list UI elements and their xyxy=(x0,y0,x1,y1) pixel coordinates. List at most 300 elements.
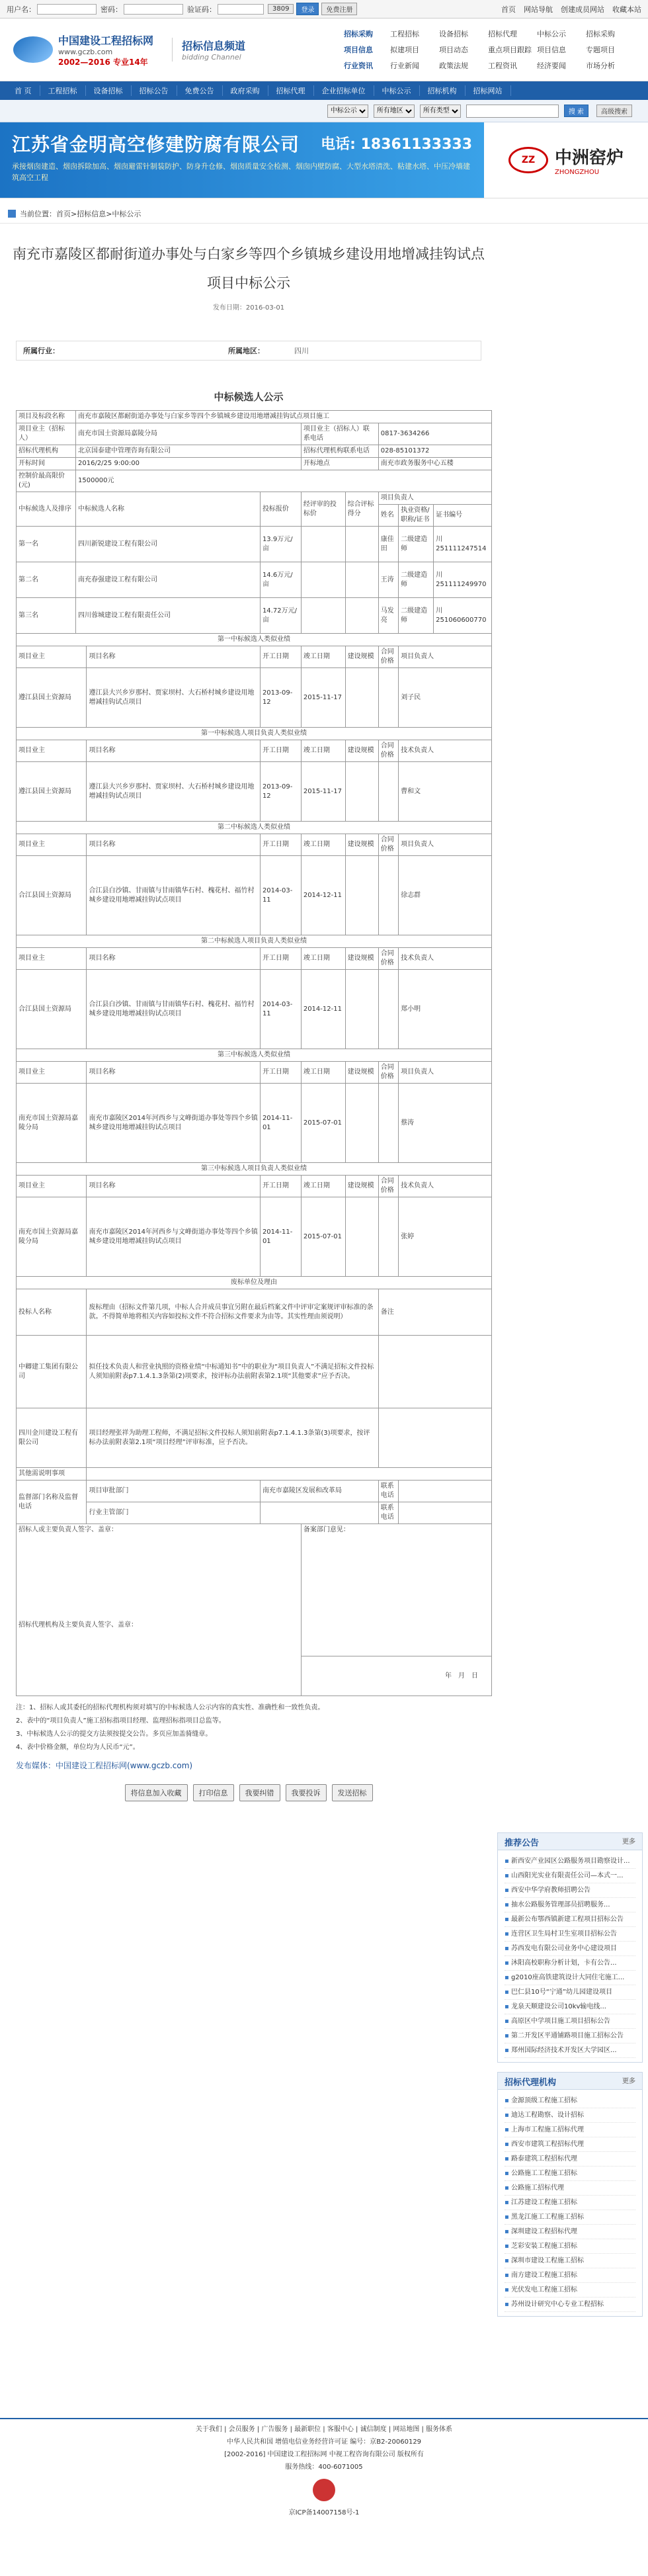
table-cell: 2014-11-01 xyxy=(260,1197,301,1277)
agency-more-link[interactable]: 更多 xyxy=(622,2078,635,2085)
advertisement-banner[interactable] xyxy=(0,122,648,198)
captcha-image[interactable]: 3809 xyxy=(268,4,294,14)
notice-title: 中标候选人公示 xyxy=(214,391,284,403)
mainnav-item[interactable]: 招标公告 xyxy=(132,85,177,96)
list-item[interactable]: ▪ 龙泉天顺建设公司10kv输电线... xyxy=(505,2000,635,2014)
captcha-label: 验证码： xyxy=(187,5,216,14)
table-cell: 开工日期 xyxy=(260,740,301,762)
table-cell: 二级建造师 xyxy=(399,598,434,634)
list-item[interactable]: ▪ 高原区中学项目施工项目招标公告 xyxy=(505,2014,635,2029)
table-cell: 第一中标候选人类似业绩 xyxy=(17,634,492,646)
nav-row-label: 项目信息 xyxy=(344,46,373,54)
note-2: 2、表中的“项目负责人”施工招标指项目经理、监理招标指项目总监等。 xyxy=(16,1717,225,1725)
table-cell: 项目业主（招标人）联系电话 xyxy=(301,423,378,445)
register-button[interactable]: 免费注册 xyxy=(321,3,357,15)
table-cell: 项目经理张祥为助理工程师，不满足招标文件投标人须知前附表p7.1.4.1.3条第(3)项要求，按评标办法前附表第2.1项“项目经理”评审标准，应予否决。 xyxy=(87,1408,378,1468)
list-item[interactable]: ▪ g2010座高铁建筑设计大同住宅施工... xyxy=(505,1971,635,1985)
table-cell: 2016/2/25 9:00:00 xyxy=(76,458,302,470)
complaint-button[interactable]: 我要投诉 xyxy=(286,1784,327,1801)
table-cell: 郑小明 xyxy=(399,970,492,1049)
table-cell: 证书编号 xyxy=(434,505,492,527)
table-cell: 2013-09-12 xyxy=(260,762,301,822)
table-cell: 联系电话 xyxy=(378,1481,398,1502)
table-cell: 投标人名称 xyxy=(17,1289,87,1336)
table-cell xyxy=(345,762,378,822)
nav-link[interactable]: 工程资讯 xyxy=(488,62,517,70)
ad-brand[interactable] xyxy=(484,122,648,198)
table-cell: 北京国泰建中管理咨询有限公司 xyxy=(76,445,302,458)
table-cell xyxy=(345,562,378,598)
table-cell xyxy=(301,527,345,562)
table-cell: 控制价最高限价(元) xyxy=(17,470,76,492)
table-cell: 合江县白沙镇、甘雨镇与甘雨镇华石村、槐花村、福竹村城乡建设用地增减挂钩试点项目 xyxy=(87,856,260,935)
table-cell xyxy=(345,856,378,935)
channel-name: 招标信息频道 xyxy=(182,40,246,52)
nav-link[interactable]: 政策法规 xyxy=(439,62,468,70)
table-cell xyxy=(301,562,345,598)
header-nav xyxy=(344,28,635,71)
table-cell: 第二中标候选人类似业绩 xyxy=(17,822,492,834)
region-label: 所属地区： xyxy=(228,347,264,355)
nav-row-label: 招标采购 xyxy=(344,30,373,38)
recommended-more-link[interactable]: 更多 xyxy=(622,1838,635,1846)
table-cell: 竣工日期 xyxy=(301,834,345,856)
footer-link[interactable]: 诚信制度 xyxy=(360,2426,387,2433)
table-cell: 项目业主 xyxy=(17,1176,87,1197)
table-cell: 第一中标候选人项目负责人类似业绩 xyxy=(17,728,492,740)
table-cell: 项目负责人 xyxy=(399,834,492,856)
table-cell: 项目业主 xyxy=(17,948,87,970)
table-cell: 川251060600770 xyxy=(434,598,492,634)
note-1: 注：1、招标人或其委托的招标代理机构须对填写的中标候选人公示内容的真实性、准确性和一致性负责。 xyxy=(16,1704,325,1711)
table-cell xyxy=(378,970,398,1049)
table-cell: 招标代理机构联系电话 xyxy=(301,445,378,458)
table-cell xyxy=(345,668,378,728)
bid-table xyxy=(16,410,492,1696)
footer-link[interactable]: 关于我们 xyxy=(195,2426,222,2433)
footer-link[interactable]: 客服中心 xyxy=(327,2426,354,2433)
table-cell: 第二中标候选人项目负责人类似业绩 xyxy=(17,935,492,948)
table-cell: 2014-12-11 xyxy=(301,970,345,1049)
table-cell xyxy=(87,1468,492,1481)
search-input[interactable] xyxy=(466,105,559,118)
table-cell: 项目业主（招标人） xyxy=(17,423,76,445)
list-item[interactable]: ▪ 西安中华学府教师招聘公告 xyxy=(505,1883,635,1898)
table-cell: 执业资格/职称/证书 xyxy=(399,505,434,527)
table-cell: 张婷 xyxy=(399,1197,492,1277)
table-cell: 合同价格 xyxy=(378,740,398,762)
table-cell: 遵江县大兴乡岁那村、贾家坝村、大石桥村城乡建设用地增减挂钩试点项目 xyxy=(87,668,260,728)
table-cell xyxy=(378,1336,491,1408)
table-cell: 王涛 xyxy=(378,562,398,598)
nav-link[interactable]: 市场分析 xyxy=(586,62,615,70)
table-cell: 合同价格 xyxy=(378,834,398,856)
police-badge-icon[interactable] xyxy=(313,2479,335,2501)
login-bar xyxy=(0,0,648,19)
list-item[interactable]: ▪ 迪达工程勘察、设计招标 xyxy=(505,2108,635,2123)
ad-company[interactable] xyxy=(0,122,484,198)
table-cell xyxy=(399,1481,492,1502)
table-cell: 南充市政务服务中心五楼 xyxy=(378,458,491,470)
table-cell: 第二名 xyxy=(17,562,76,598)
print-button[interactable]: 打印信息 xyxy=(193,1784,234,1801)
footer-icp[interactable]: 京ICP备14007158号-1 xyxy=(288,2509,360,2516)
table-cell: 投标报价 xyxy=(260,492,301,527)
table-cell: 项目名称 xyxy=(87,948,260,970)
search-button[interactable]: 搜 索 xyxy=(564,105,588,117)
page-title: 南充市嘉陵区都耐街道办事处与白家乡等四个乡镇城乡建设用地增减挂钩试点项目中标公示 xyxy=(13,246,485,291)
table-cell: 2015-11-17 xyxy=(301,668,345,728)
table-cell: 四川新锐建设工程有限公司 xyxy=(76,527,261,562)
table-cell xyxy=(345,527,378,562)
mainnav-home[interactable]: 首 页 xyxy=(7,85,40,96)
table-cell: 川251111247514 xyxy=(434,527,492,562)
table-cell: 14.6万元/亩 xyxy=(260,562,301,598)
mainnav-item[interactable]: 工程招标 xyxy=(40,85,86,96)
table-cell: 合同价格 xyxy=(378,1176,398,1197)
table-cell xyxy=(345,1197,378,1277)
nav-link[interactable]: 重点项目跟踪 xyxy=(488,46,532,54)
nav-link[interactable]: 拟建项目 xyxy=(390,46,419,54)
footer-link[interactable]: 会员服务 xyxy=(228,2426,255,2433)
list-item[interactable]: ▪ 上海市工程施工招标代理 xyxy=(505,2123,635,2137)
table-cell: 联系电话 xyxy=(378,1502,398,1524)
logo-year: 2002—2016 专业14年 xyxy=(58,57,148,67)
table-cell: 监督部门名称及监督电话 xyxy=(17,1481,87,1524)
list-item[interactable]: ▪ 金源顶级工程施工招标 xyxy=(505,2094,635,2108)
table-cell: 遵江县国土资源局 xyxy=(17,668,87,728)
table-cell: 中卿建工集团有限公司 xyxy=(17,1336,87,1408)
table-cell: 合同价格 xyxy=(378,1062,398,1084)
nav-link[interactable]: 工程招标 xyxy=(390,30,419,38)
username-input[interactable] xyxy=(37,4,97,15)
username-label: 用户名： xyxy=(7,5,36,14)
table-cell: 项目及标段名称 xyxy=(17,411,76,423)
nav-link[interactable]: 招标代理 xyxy=(488,30,517,38)
table-cell: 项目审批部门 xyxy=(87,1481,260,1502)
list-item[interactable]: ▪ 深圳建设工程招标代理 xyxy=(505,2225,635,2239)
table-cell: 开标地点 xyxy=(301,458,378,470)
list-item[interactable]: ▪ 郑州国际经济技术开发区大学园区... xyxy=(505,2043,635,2058)
home-icon xyxy=(8,210,16,218)
table-cell: 2013-09-12 xyxy=(260,668,301,728)
search-bar xyxy=(0,100,648,122)
table-cell xyxy=(301,598,345,634)
list-item[interactable]: ▪ 第二开发区平通铺路项目施工招标公告 xyxy=(505,2029,635,2043)
table-cell: 徐志群 xyxy=(399,856,492,935)
list-item[interactable]: ▪ 连营区卫生局村卫生室项目招标公告 xyxy=(505,1927,635,1942)
footer-hotline: 服务热线：400-6071005 xyxy=(285,2464,363,2471)
footer-link[interactable]: 服务体系 xyxy=(426,2426,453,2433)
table-cell: 项目负责人 xyxy=(399,1062,492,1084)
advanced-search-button[interactable]: 高级搜索 xyxy=(596,105,632,117)
brand-name: 中洲窑炉 xyxy=(554,148,624,168)
table-cell xyxy=(378,762,398,822)
table-cell: 废标单位及理由 xyxy=(17,1277,492,1289)
channel-title xyxy=(172,38,344,62)
table-cell: 0817-3634266 xyxy=(378,423,491,445)
nav-row-label: 行业资讯 xyxy=(344,62,373,70)
send-button[interactable]: 发送招标 xyxy=(332,1784,373,1801)
list-item[interactable]: ▪ 深圳市建设工程施工招标 xyxy=(505,2254,635,2268)
publish-date: 发布日期：2016-03-01 xyxy=(212,304,285,312)
table-cell: 项目名称 xyxy=(87,1062,260,1084)
nav-link[interactable]: 招标采购 xyxy=(586,30,615,38)
table-cell: 项目负责人 xyxy=(399,646,492,668)
table-cell: 竣工日期 xyxy=(301,646,345,668)
table-cell: 综合评标得分 xyxy=(345,492,378,527)
table-cell: 竣工日期 xyxy=(301,1176,345,1197)
password-label: 密码： xyxy=(101,5,122,14)
table-cell: 合同价格 xyxy=(378,646,398,668)
table-cell xyxy=(301,1524,491,1656)
type-select[interactable] xyxy=(327,105,368,118)
footer-license: 中华人民共和国 增值电信业务经营许可证 编号：京B2-20060129 xyxy=(226,2438,422,2446)
table-cell xyxy=(378,856,398,935)
note-3: 3、中标候选人公示的提交方法须按提交公告。多页应加盖骑缝章。 xyxy=(16,1731,212,1738)
table-cell: 行业主管部门 xyxy=(87,1502,260,1524)
mainnav-item[interactable]: 免费公告 xyxy=(177,85,223,96)
channel-en: bidding Channel xyxy=(182,53,241,62)
table-cell: 建设规模 xyxy=(345,1062,378,1084)
table-cell: 竣工日期 xyxy=(301,1062,345,1084)
table-cell: 废标理由（招标文件第几项，中标人合并成员事宜另附在最后档案文件中评审定案规评审标准的条款。不得简单地将相关内容如投标文件不符合招标文件要求为由等。其实性理由须说明） xyxy=(87,1289,378,1336)
nav-link[interactable]: 项目动态 xyxy=(439,46,468,54)
table-cell: 项目名称 xyxy=(87,646,260,668)
list-item[interactable]: ▪ 最新公布鄂西镇新建工程项目招标公告 xyxy=(505,1912,635,1927)
sign-date: 年 月 日 xyxy=(301,1656,491,1696)
table-cell: 第三中标候选人类似业绩 xyxy=(17,1049,492,1062)
nav-link[interactable]: 行业新闻 xyxy=(390,62,419,70)
table-cell xyxy=(378,668,398,728)
table-cell: 曹和文 xyxy=(399,762,492,822)
login-button[interactable]: 登录 xyxy=(296,3,319,15)
toplink-favorite[interactable]: 收藏本站 xyxy=(612,5,641,14)
agency-title: 招标代理机构 xyxy=(505,2078,557,2088)
table-cell: 开标时间 xyxy=(17,458,76,470)
table-cell: 1500000元 xyxy=(76,470,492,492)
table-cell: 合江县国土资源局 xyxy=(17,856,87,935)
table-cell: 2015-11-17 xyxy=(301,762,345,822)
mainnav-item[interactable]: 企业招标单位 xyxy=(314,85,374,96)
favorite-button[interactable]: 将信息加入收藏 xyxy=(125,1784,188,1801)
footer-link[interactable]: 最新职位 xyxy=(294,2426,321,2433)
table-cell: 南充春强建设工程有限公司 xyxy=(76,562,261,598)
sign-agency: 招标代理机构及主要负责人签字、盖章： xyxy=(19,1621,138,1629)
table-cell: 项目名称 xyxy=(87,834,260,856)
table-cell: 竣工日期 xyxy=(301,740,345,762)
table-cell: 开工日期 xyxy=(260,646,301,668)
logo-url: www.gczb.com xyxy=(58,47,113,56)
region-select[interactable] xyxy=(374,105,415,118)
table-cell: 2014-11-01 xyxy=(260,1084,301,1163)
table-cell xyxy=(378,1084,398,1163)
table-cell: 拟任技术负责人和营业执照的资格业绩“中标通知书”中的职业为“项目负责人”不满足招标文件投标人须知前附表p7.1.4.1.3条第(2)项要求，按评标办法前附表第2.1项“其他要求”应予否决。 xyxy=(87,1336,378,1408)
mainnav-item[interactable]: 政府采购 xyxy=(223,85,268,96)
breadcrumb xyxy=(0,204,648,224)
table-cell: 遵江县国土资源局 xyxy=(17,762,87,822)
captcha-input[interactable] xyxy=(218,4,264,15)
agency-box xyxy=(497,2072,643,2317)
ad-phone: 电话: 18361133333 xyxy=(321,136,472,153)
table-cell xyxy=(17,1524,302,1696)
recommended-title: 推荐公告 xyxy=(505,1838,540,1848)
footer-link[interactable]: 网站地图 xyxy=(393,2426,420,2433)
table-cell xyxy=(345,970,378,1049)
nav-link[interactable]: 设备招标 xyxy=(439,30,468,38)
sidebar xyxy=(497,1832,643,2326)
table-cell: 二级建造师 xyxy=(399,527,434,562)
list-item[interactable]: ▪ 苏州设计研究中心专业工程招标 xyxy=(505,2297,635,2312)
list-item[interactable]: ▪ 公路施工招标代理 xyxy=(505,2181,635,2196)
table-cell: 南充市国土资源局嘉陵分局 xyxy=(17,1084,87,1163)
table-cell: 竣工日期 xyxy=(301,948,345,970)
table-cell: 康佳田 xyxy=(378,527,398,562)
table-cell: 建设规模 xyxy=(345,740,378,762)
table-cell: 项目业主 xyxy=(17,1062,87,1084)
list-item[interactable]: ▪ 山西阳光实业有限责任公司—本式一... xyxy=(505,1869,635,1883)
table-cell: 刘子民 xyxy=(399,668,492,728)
mainnav-item[interactable]: 招标代理 xyxy=(268,85,314,96)
report-error-button[interactable]: 我要纠错 xyxy=(239,1784,280,1801)
table-cell: 合同价格 xyxy=(378,948,398,970)
sign-owner: 招标人或主要负责人签字、盖章： xyxy=(19,1526,118,1533)
list-item[interactable]: ▪ 苏西发电有限公司业务中心建设项目 xyxy=(505,1942,635,1956)
mainnav-item[interactable]: 招标网站 xyxy=(466,85,511,96)
list-item[interactable]: ▪ 黑龙江施工工程施工招标 xyxy=(505,2210,635,2225)
table-cell: 开工日期 xyxy=(260,1176,301,1197)
list-item[interactable]: ▪ 芝彩安装工程施工招标 xyxy=(505,2239,635,2254)
table-cell: 中标候选人及排序 xyxy=(17,492,76,527)
ad-description: 承接烟囱建造、烟囱拆除加高、烟囱避雷针制装防护、防身升仓修、烟囱质量安全检测、烟囱内壁防腐、大型水塔清洗、粘建水塔、中压冷墙建筑高空工程 xyxy=(12,162,470,182)
sign-record: 备案部门意见： xyxy=(303,1526,350,1533)
table-cell: 南充市国土资源局嘉陵分局 xyxy=(17,1197,87,1277)
table-cell: 14.72万元/亩 xyxy=(260,598,301,634)
table-cell: 项目名称 xyxy=(87,1176,260,1197)
note-4: 4、表中价格金额，单位均为人民币“元”。 xyxy=(16,1744,140,1751)
table-cell: 开工日期 xyxy=(260,948,301,970)
table-cell xyxy=(378,1197,398,1277)
mainnav-item[interactable]: 设备招标 xyxy=(86,85,132,96)
table-cell: 13.9万元/亩 xyxy=(260,527,301,562)
table-cell: 第三中标候选人项目负责人类似业绩 xyxy=(17,1163,492,1176)
list-item[interactable]: ▪ 西安市建筑工程招标代理 xyxy=(505,2137,635,2152)
table-cell: 建设规模 xyxy=(345,948,378,970)
table-cell: 2014-12-11 xyxy=(301,856,345,935)
table-cell: 建设规模 xyxy=(345,1176,378,1197)
table-cell: 2014-03-11 xyxy=(260,970,301,1049)
list-item[interactable]: ▪ 抽水公路服务管理部员招聘服务... xyxy=(505,1898,635,1912)
list-item[interactable]: ▪ 江苏建设工程施工招标 xyxy=(505,2196,635,2210)
table-cell: 四川蓉城建设工程有限责任公司 xyxy=(76,598,261,634)
list-item[interactable]: ▪ 光伏发电工程施工招标 xyxy=(505,2283,635,2297)
logo-icon xyxy=(13,36,53,63)
table-cell: 技术负责人 xyxy=(399,948,492,970)
footer-link[interactable]: 广告服务 xyxy=(261,2426,288,2433)
nav-link[interactable]: 经济要闻 xyxy=(537,62,566,70)
logo-title: 中国建设工程招标网 xyxy=(58,34,154,47)
table-cell xyxy=(378,1408,491,1468)
table-cell: 备注 xyxy=(378,1289,491,1336)
nav-link[interactable]: 中标公示 xyxy=(537,30,566,38)
table-cell: 项目业主 xyxy=(17,834,87,856)
table-cell: 南充市嘉陵区都耐街道办事处与白家乡等四个乡镇城乡建设用地增减挂钩试点项目施工 xyxy=(76,411,492,423)
password-input[interactable] xyxy=(124,4,183,15)
table-cell: 建设规模 xyxy=(345,834,378,856)
table-cell: 合江县白沙镇、甘雨镇与甘雨镇华石村、槐花村、福竹村城乡建设用地增减挂钩试点项目 xyxy=(87,970,260,1049)
table-cell: 四川金川建设工程有限公司 xyxy=(17,1408,87,1468)
table-cell: 马发亮 xyxy=(378,598,398,634)
source-link[interactable]: 发布媒体：中国建设工程招标网(www.gczb.com) xyxy=(16,1761,193,1770)
industry-label: 所属行业： xyxy=(23,347,60,355)
article xyxy=(0,239,497,1801)
table-cell: 姓名 xyxy=(378,505,398,527)
table-cell: 南充市嘉陵区2014年河西乡与文峰街道办事处等四个乡镇城乡建设用地增减挂钩试点项目 xyxy=(87,1197,260,1277)
table-cell: 其他需说明事项 xyxy=(17,1468,87,1481)
table-cell: 二级建造师 xyxy=(399,562,434,598)
toplink-home[interactable]: 首页 xyxy=(501,5,516,14)
table-cell: 项目名称 xyxy=(87,740,260,762)
table-cell: 南充市嘉陵区发展和改革局 xyxy=(260,1481,378,1502)
mainnav-item[interactable]: 中标公示 xyxy=(374,85,420,96)
table-cell: 技术负责人 xyxy=(399,1176,492,1197)
site-logo[interactable] xyxy=(13,32,172,67)
table-cell: 招标代理机构 xyxy=(17,445,76,458)
action-bar xyxy=(7,1784,491,1801)
list-item[interactable]: ▪ 路泰建筑工程招标代理 xyxy=(505,2152,635,2167)
table-cell: 开工日期 xyxy=(260,1062,301,1084)
category-select[interactable] xyxy=(420,105,461,118)
table-cell: 第三名 xyxy=(17,598,76,634)
table-cell: 开工日期 xyxy=(260,834,301,856)
table-cell: 合江县国土资源局 xyxy=(17,970,87,1049)
site-header xyxy=(0,19,648,81)
table-cell: 蔡涛 xyxy=(399,1084,492,1163)
mainnav-item[interactable]: 招标机构 xyxy=(420,85,466,96)
table-cell: 2015-07-01 xyxy=(301,1197,345,1277)
table-cell: 第一名 xyxy=(17,527,76,562)
list-item[interactable]: ▪ 新西安产业园区公路服务项目勘察设计... xyxy=(505,1854,635,1869)
footer-links: 关于我们 | 会员服务 | 广告服务 | 最新职位 | 客服中心 | 诚信制度 | 网站地图 | 服务体系 xyxy=(195,2426,453,2433)
list-item[interactable]: ▪ 巴仁县10号“宁通”幼儿园建设项目 xyxy=(505,1985,635,2000)
brand-logo-icon: ZZ xyxy=(508,147,548,173)
brand-en: ZHONGZHOU xyxy=(554,169,600,176)
table-cell: 028-85101372 xyxy=(378,445,491,458)
region-value: 四川 xyxy=(294,347,309,355)
list-item[interactable]: ▪ 沐阳高校职称分析计划，卡有公告... xyxy=(505,1956,635,1971)
nav-link[interactable]: 项目信息 xyxy=(537,46,566,54)
nav-link[interactable]: 专题项目 xyxy=(586,46,615,54)
breadcrumb-text[interactable]: 当前位置：首页>招标信息>中标公示 xyxy=(20,209,142,218)
article-meta xyxy=(16,341,481,361)
table-cell: 2015-07-01 xyxy=(301,1084,345,1163)
table-cell: 遵江县大兴乡岁那村、贾家坝村、大石桥村城乡建设用地增减挂钩试点项目 xyxy=(87,762,260,822)
table-cell: 2014-03-11 xyxy=(260,856,301,935)
table-cell: 中标候选人名称 xyxy=(76,492,261,527)
footer-copyright: [2002-2016] 中国建设工程招标网 中视工程咨询有限公司 版权所有 xyxy=(224,2451,424,2458)
table-cell: 项目业主 xyxy=(17,646,87,668)
table-cell: 项目业主 xyxy=(17,740,87,762)
toplink-create[interactable]: 创建成员网站 xyxy=(561,5,604,14)
list-item[interactable]: ▪ 公路施工工程施工招标 xyxy=(505,2167,635,2181)
table-cell xyxy=(345,1084,378,1163)
table-cell xyxy=(399,1502,492,1524)
table-cell xyxy=(345,598,378,634)
table-cell: 经评审的投标价 xyxy=(301,492,345,527)
list-item[interactable]: ▪ 南方建设工程施工招标 xyxy=(505,2268,635,2283)
toplink-sitemap[interactable]: 网站导航 xyxy=(524,5,553,14)
table-cell: 南充市嘉陵区2014年河西乡与文峰街道办事处等四个乡镇城乡建设用地增减挂钩试点项目 xyxy=(87,1084,260,1163)
